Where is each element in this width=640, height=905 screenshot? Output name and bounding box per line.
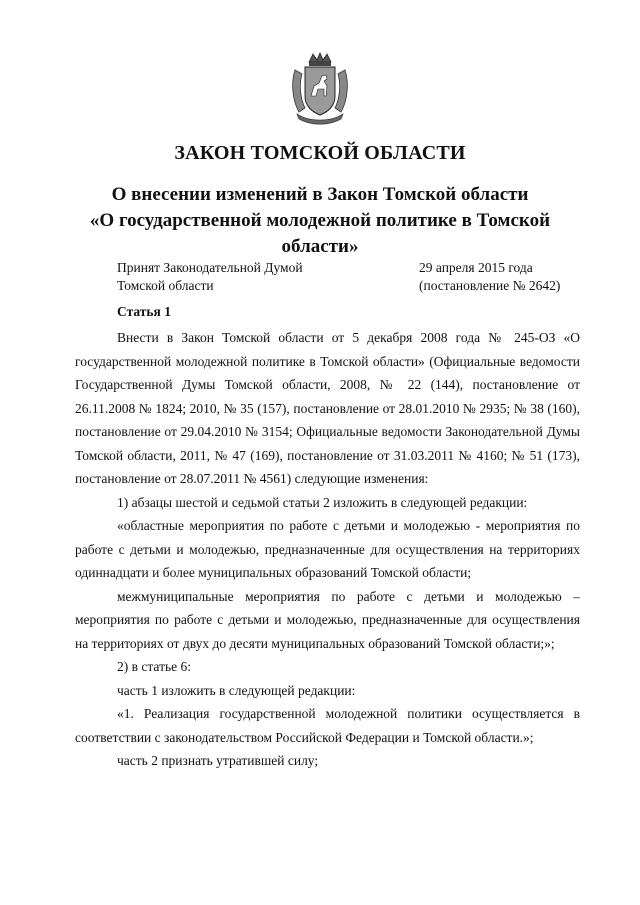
adoption-date bbox=[419, 259, 560, 295]
tomsk-coat-of-arms-icon bbox=[289, 52, 351, 126]
paragraph: межмуниципальные мероприятия по работе с детьми и молодежью – мероприятия по работе с детьми и молодежью, предназначенные для осуществления на территориях от двух до десяти муниципальных образований Томской области;»; bbox=[75, 588, 580, 651]
paragraph: часть 1 изложить в следующей редакции: bbox=[117, 682, 356, 698]
paragraph: часть 2 признать утратившей силу; bbox=[117, 753, 319, 768]
article-heading: Статья 1 bbox=[117, 304, 171, 319]
paragraph: Внести в Закон Томской области от 5 декабря 2008 года № 245-ОЗ «О государственной молодежной политике в Томской области» (Официальные ведомости Государственной Думы Томской области, 2008, № 22 (144), постановление от 26.11.2008 № 1824; 2010, № 35 (157), постановление от 28.01.2010 № 2935; № 38 (160), постановление от 29.04.2010 № 3154; Официальные ведомости Законодательной Думы Томской области, 2011, № 47 (169), постановление от 31.03.2011 № 4160; № 51 (173), постановление от 28.07.2011 № 4561) следующие изменения: bbox=[75, 330, 580, 486]
adoption-date-line-1: 29 апреля 2015 года bbox=[419, 260, 533, 275]
paragraph: 2) в статье 6: bbox=[117, 659, 191, 674]
paragraph: 1) абзацы шестой и седьмой статьи 2 изложить в следующей редакции: bbox=[117, 494, 528, 510]
paragraph: «1. Реализация государственной молодежной политики осуществляется в соответствии с законодательством Российской Федерации и Томской области.»; bbox=[75, 706, 580, 745]
paragraph: «областные мероприятия по работе с детьми и молодежью - мероприятия по работе с детьми и молодежью, предназначенные для осуществления на территориях одиннадцати и более муниципальных образований Томской области; bbox=[75, 518, 580, 580]
resolution-number: (постановление № 2642) bbox=[419, 278, 561, 293]
adopted-by bbox=[117, 259, 303, 295]
subtitle-line-2: «О государственной молодежной политике в Томской области» bbox=[89, 210, 551, 257]
law-title: ЗАКОН ТОМСКОЙ ОБЛАСТИ bbox=[174, 142, 466, 164]
law-subtitle bbox=[70, 182, 570, 260]
article-body bbox=[75, 326, 580, 773]
adopted-by-line-1: Принят Законодательной Думой bbox=[117, 260, 303, 275]
subtitle-line-1: О внесении изменений в Закон Томской области bbox=[111, 184, 529, 205]
adopted-by-line-2: Томской области bbox=[117, 278, 214, 293]
